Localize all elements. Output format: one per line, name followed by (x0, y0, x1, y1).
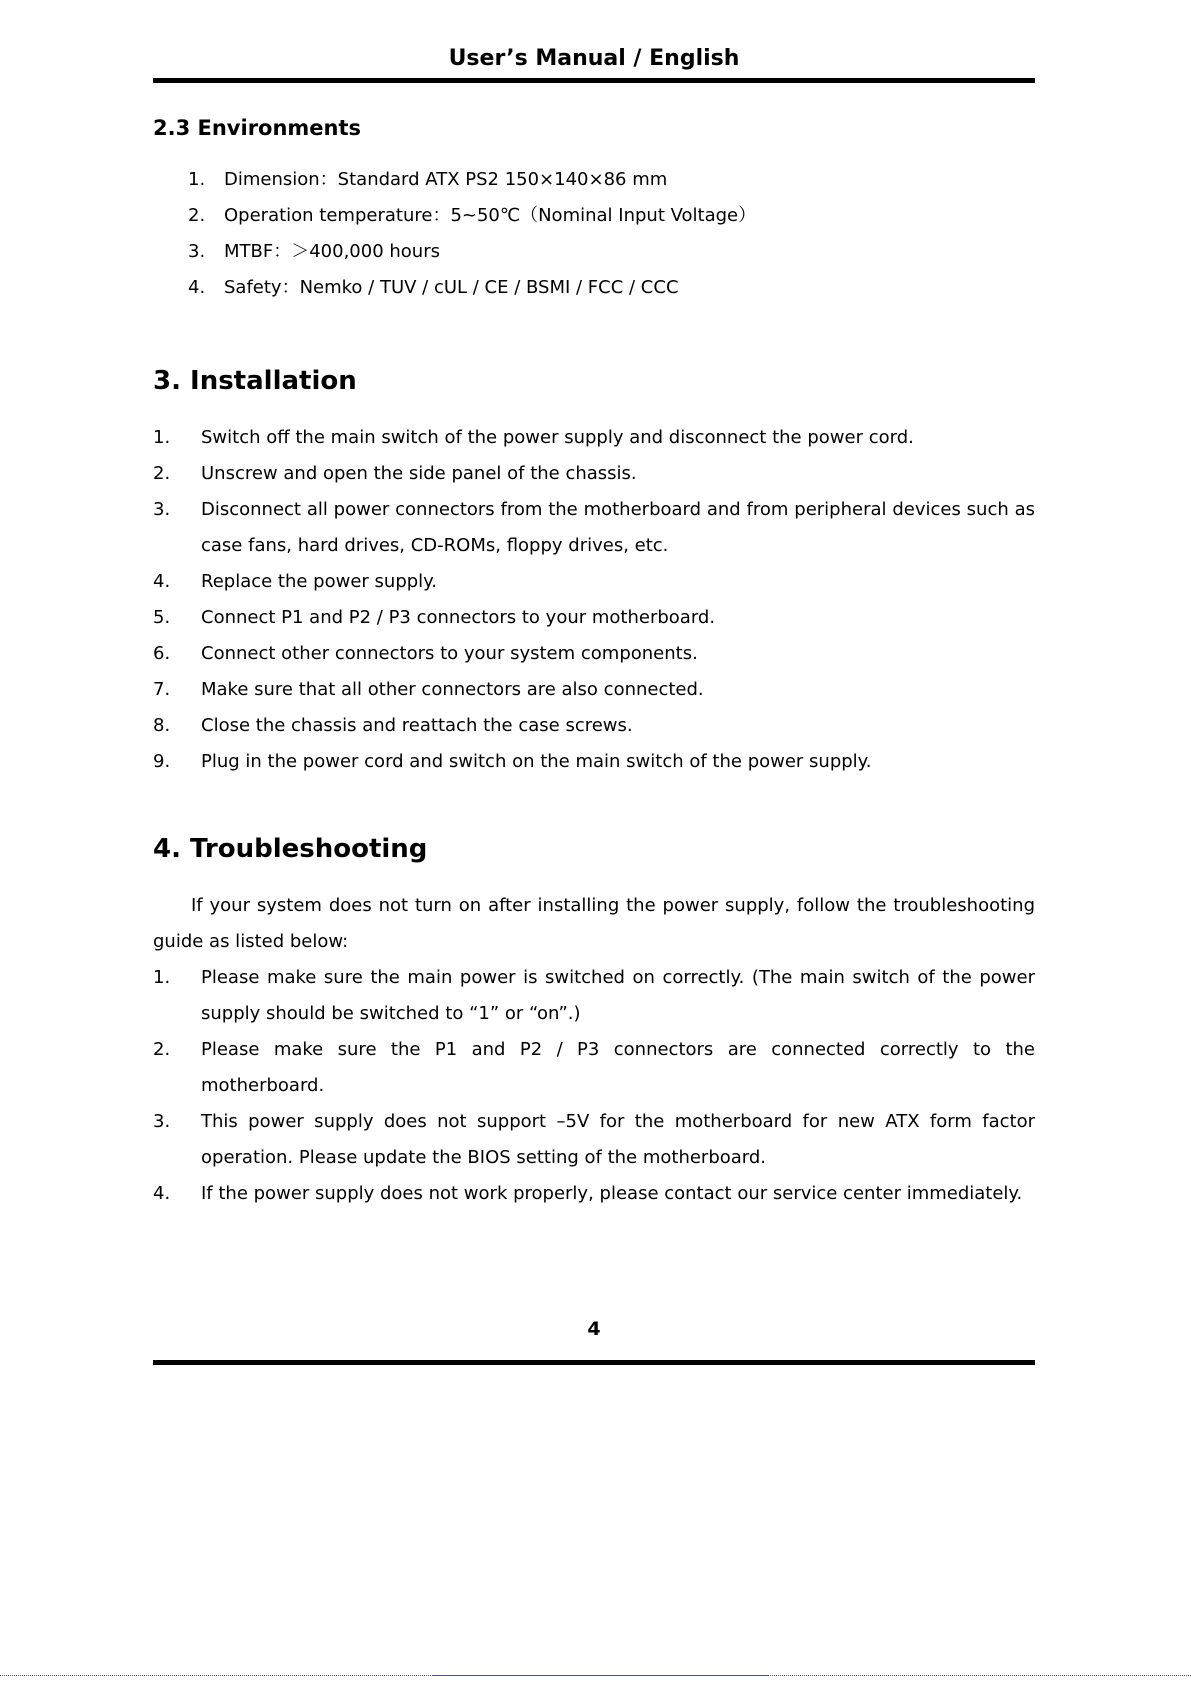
list-item-number: 4. (188, 277, 206, 298)
list-item-text: Operation temperature：5~50℃（Nominal Input Voltage） (224, 205, 757, 226)
list-item (153, 456, 1035, 492)
installation-heading: 3. Installation (153, 366, 357, 396)
list-item (153, 708, 1035, 744)
list-item-text: Switch off the main switch of the power supply and disconnect the power cord. (201, 427, 914, 448)
list-item-number: 8. (153, 715, 171, 736)
list-item-number: 3. (153, 499, 171, 520)
list-item-text: Safety：Nemko / TUV / cUL / CE / BSMI / FCC / CCC (224, 277, 679, 298)
header-rule (153, 78, 1035, 83)
list-item (153, 420, 1035, 456)
manual-page (153, 0, 1035, 1685)
header-title: User’s Manual / English (448, 46, 740, 71)
list-item-text: If the power supply does not work properly, please contact our service center immediately. (201, 1183, 1023, 1204)
list-item-number: 1. (153, 967, 171, 988)
list-item-number: 2. (153, 463, 171, 484)
list-item (153, 600, 1035, 636)
troubleshooting-steps (153, 960, 1035, 1212)
list-item-number: 2. (188, 205, 206, 226)
environments-heading: 2.3 Environments (153, 116, 362, 140)
list-item (153, 1032, 1035, 1104)
list-item-text: Connect other connectors to your system components. (201, 643, 698, 664)
installation-steps (153, 420, 1035, 780)
list-item-number: 5. (153, 607, 171, 628)
footer-rule (153, 1360, 1035, 1365)
troubleshooting-heading: 4. Troubleshooting (153, 834, 428, 864)
list-item-text: Unscrew and open the side panel of the chassis. (201, 463, 637, 484)
list-item-text: Connect P1 and P2 / P3 connectors to your motherboard. (201, 607, 716, 628)
list-item-text: MTBF：＞400,000 hours (224, 241, 440, 262)
list-item-number: 3. (188, 241, 206, 262)
list-item-text: Replace the power supply. (201, 571, 437, 592)
list-item (153, 492, 1035, 564)
list-item (153, 1104, 1035, 1176)
list-item-text: Please make sure the P1 and P2 / P3 connectors are connected correctly to the motherboard. (201, 1039, 1035, 1096)
list-item (188, 202, 756, 238)
page-number: 4 (587, 1318, 601, 1340)
list-item-text: Close the chassis and reattach the case screws. (201, 715, 633, 736)
list-item (188, 238, 756, 274)
scan-edge-line-blue (432, 1675, 768, 1676)
list-item (188, 166, 756, 202)
list-item-number: 4. (153, 571, 171, 592)
list-item (153, 1176, 1035, 1212)
list-item-number: 1. (188, 169, 206, 190)
list-item-number: 4. (153, 1183, 171, 1204)
list-item (153, 672, 1035, 708)
list-item-number: 7. (153, 679, 171, 700)
list-item (188, 274, 756, 310)
list-item-text: This power supply does not support –5V for the motherboard for new ATX form factor operation. Please update the BIOS setting of the motherboard. (201, 1111, 1035, 1168)
list-item-number: 2. (153, 1039, 171, 1060)
environments-list (188, 166, 756, 310)
list-item-text: Dimension：Standard ATX PS2 150×140×86 mm (224, 169, 668, 190)
list-item-text: Disconnect all power connectors from the motherboard and from peripheral devices such as case fans, hard drives, CD-ROMs, floppy drives, etc. (201, 499, 1035, 556)
list-item (153, 564, 1035, 600)
list-item-number: 1. (153, 427, 171, 448)
list-item-number: 6. (153, 643, 171, 664)
list-item (153, 744, 1035, 780)
list-item (153, 636, 1035, 672)
list-item-text: Make sure that all other connectors are also connected. (201, 679, 704, 700)
list-item-number: 9. (153, 751, 171, 772)
list-item-text: Plug in the power cord and switch on the main switch of the power supply. (201, 751, 872, 772)
list-item-text: Please make sure the main power is switched on correctly. (The main switch of the power supply should be switched to “1” or “on”.) (201, 967, 1035, 1024)
list-item-number: 3. (153, 1111, 171, 1132)
troubleshooting-intro: If your system does not turn on after installing the power supply, follow the troubleshooting guide as listed below: (153, 895, 1035, 952)
list-item (153, 960, 1035, 1032)
